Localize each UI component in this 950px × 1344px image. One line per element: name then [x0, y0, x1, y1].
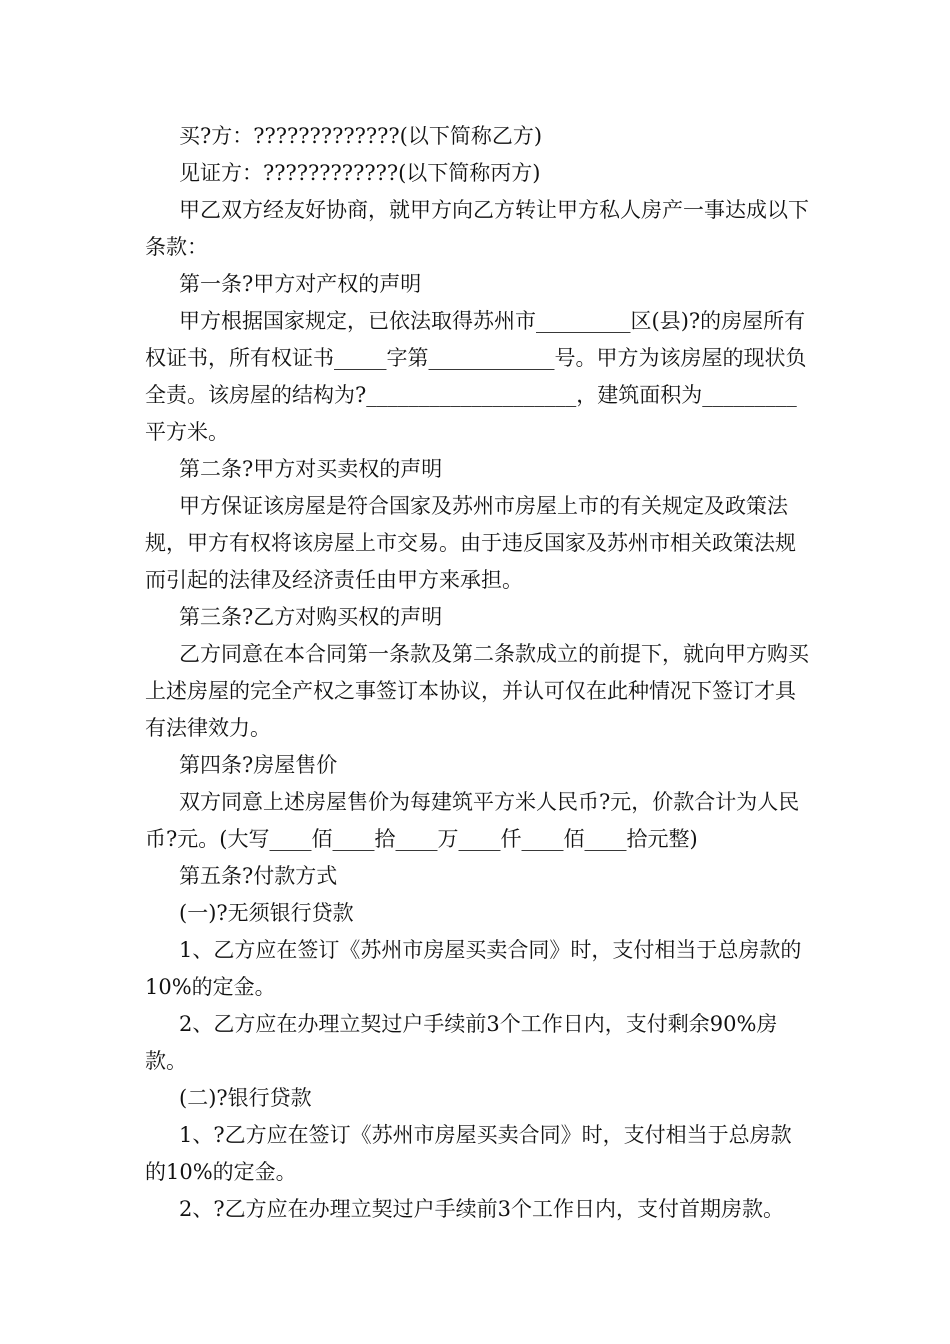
article-4-heading: 第四条?房屋售价 [179, 753, 338, 777]
bank-loan-item-2: 2、?乙方应在办理立契过户手续前3个工作日内，支付首期房款。 [179, 1197, 784, 1221]
no-loan-item-2: 2、乙方应在办理立契过户手续前3个工作日内，支付剩余90%房款。 [145, 1012, 778, 1073]
article-4-paragraph: 双方同意上述房屋售价为每建筑平方米人民币?元，价款合计为人民币?元。(大写____佰____拾____万____仟____佰____拾元整) [145, 790, 800, 851]
article-3-paragraph: 乙方同意在本合同第一条款及第二条款成立的前提下，就向甲方购买上述房屋的完全产权之事签订本协议，并认可仅在此种情况下签订才具有法律效力。 [145, 642, 809, 740]
article-1-paragraph: 甲方根据国家规定，已依法取得苏州市_________区(县)?的房屋所有权证书，所有权证书_____字第____________号。甲方为该房屋的现状负全责。该房屋的结构为?____________________，建筑面积为_________平方米。 [145, 309, 807, 444]
article-5-heading: 第五条?付款方式 [179, 864, 338, 888]
intro-paragraph: 甲乙双方经友好协商，就甲方向乙方转让甲方私人房产一事达成以下条款： [145, 198, 809, 259]
bank-loan-item-1: 1、?乙方应在签订《苏州市房屋买卖合同》时，支付相当于总房款的10%的定金。 [145, 1123, 792, 1184]
no-loan-heading: (一)?无须银行贷款 [179, 901, 354, 925]
article-1-heading: 第一条?甲方对产权的声明 [179, 272, 422, 296]
article-2-heading: 第二条?甲方对买卖权的声明 [179, 457, 443, 481]
buyer-line: 买?方：?????????????(以下简称乙方) [179, 124, 543, 148]
witness-line: 见证方：????????????(以下简称丙方) [179, 161, 541, 185]
bank-loan-heading: (二)?银行贷款 [179, 1086, 312, 1110]
no-loan-item-1: 1、乙方应在签订《苏州市房屋买卖合同》时，支付相当于总房款的10%的定金。 [145, 938, 802, 999]
article-3-heading: 第三条?乙方对购买权的声明 [179, 605, 443, 629]
article-2-paragraph: 甲方保证该房屋是符合国家及苏州市房屋上市的有关规定及政策法规，甲方有权将该房屋上市交易。由于违反国家及苏州市相关政策法规而引起的法律及经济责任由甲方来承担。 [145, 494, 796, 592]
contract-body [145, 118, 810, 1228]
